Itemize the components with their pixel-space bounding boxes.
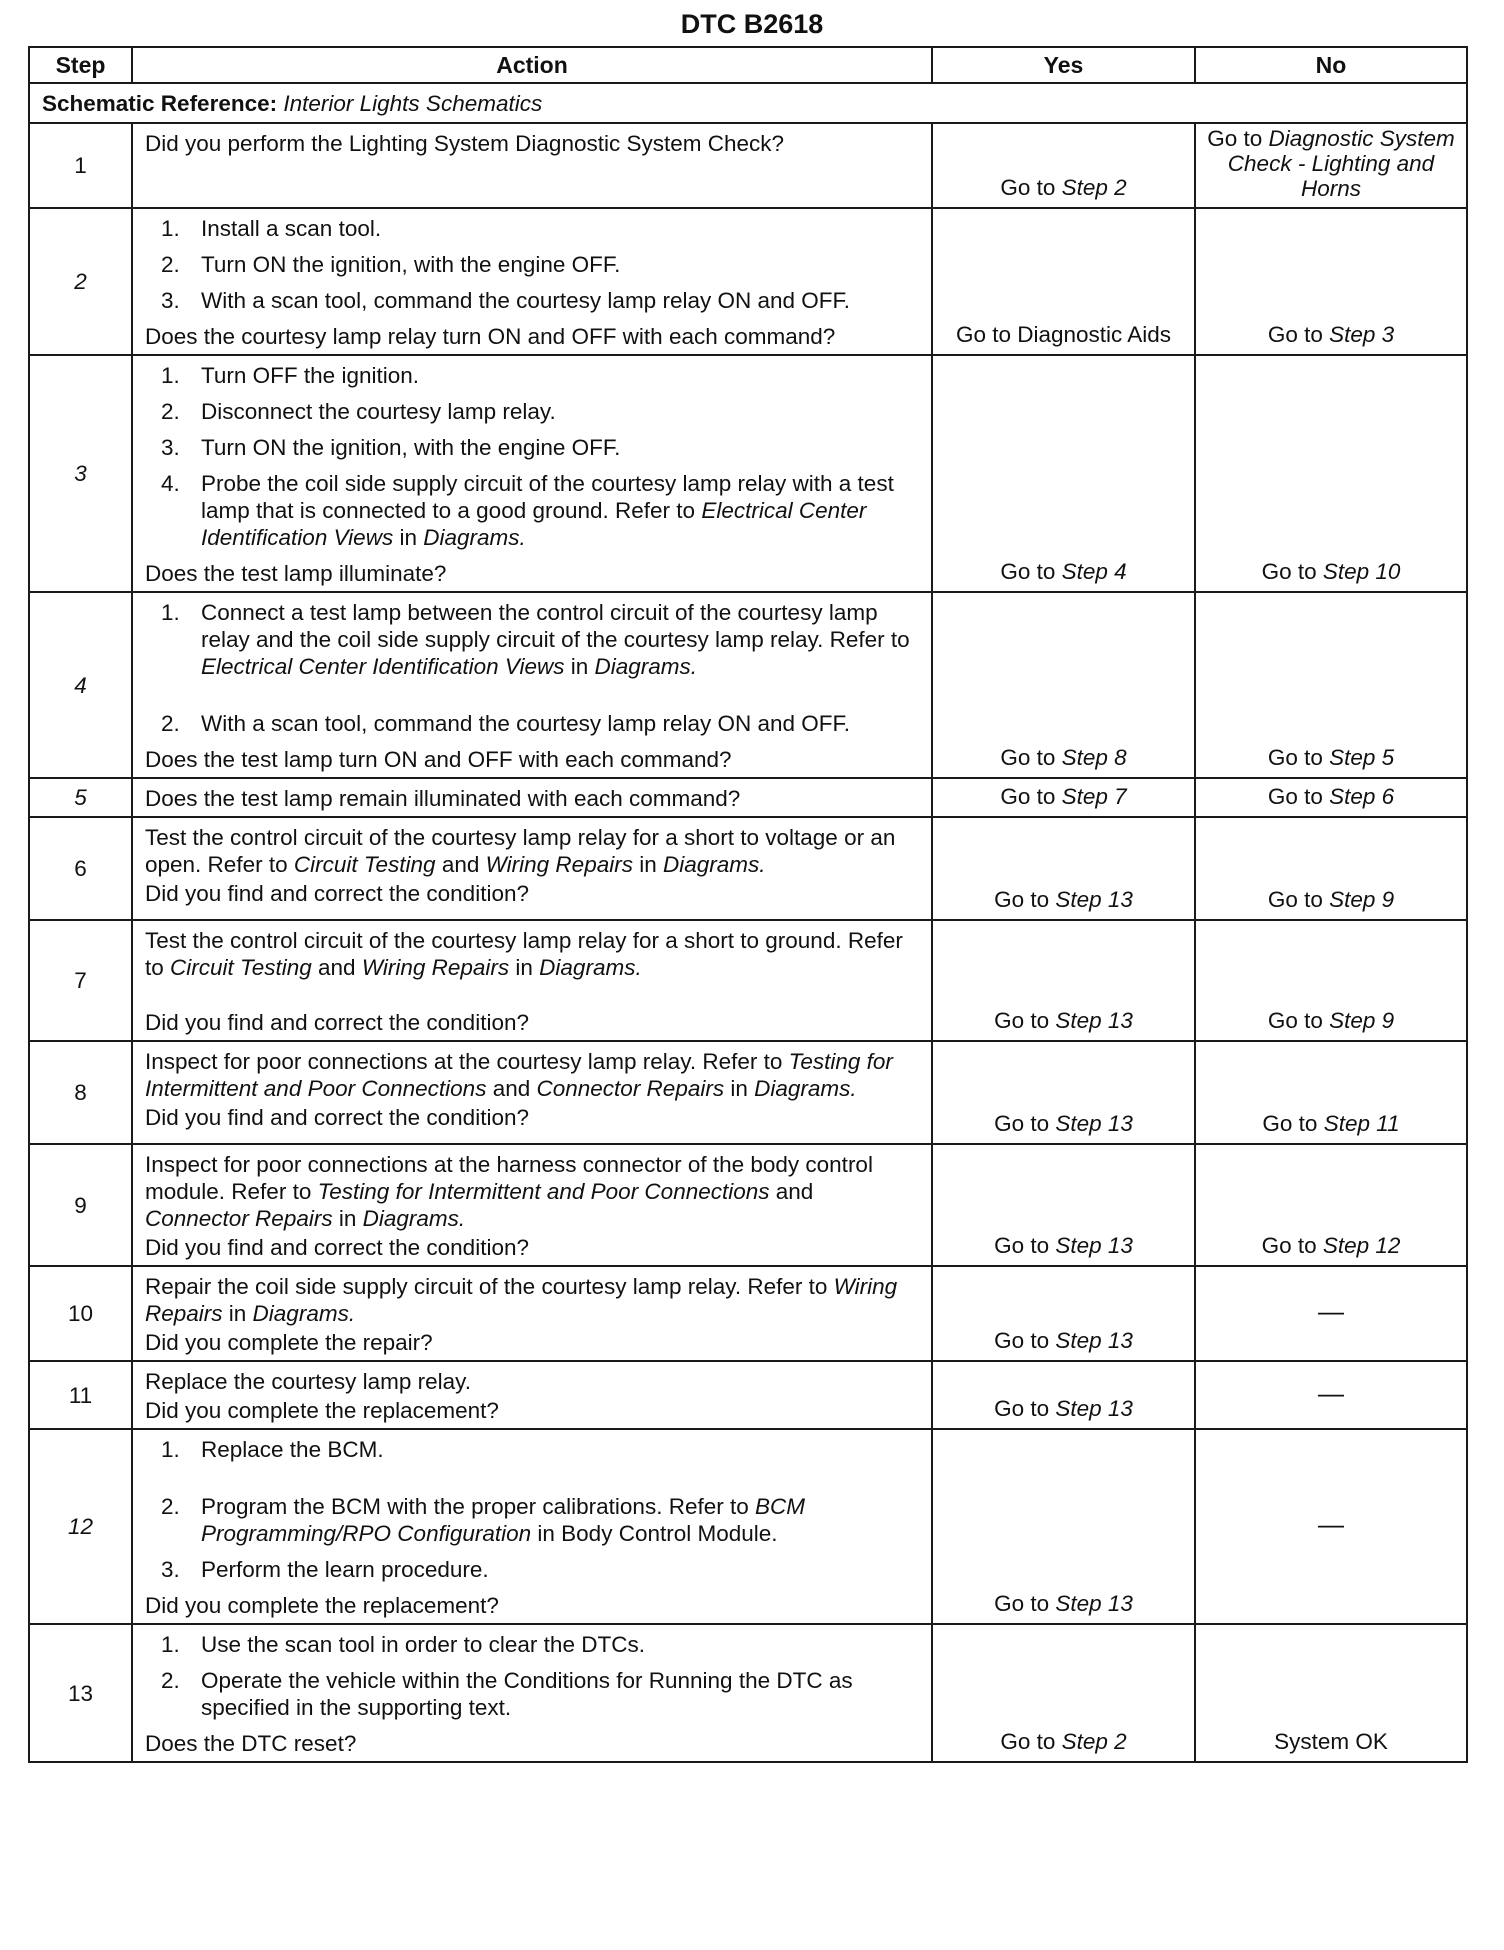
text-run: Go to: [1267, 322, 1330, 347]
yes-result: [932, 1624, 1195, 1762]
reference-text: Circuit Testing: [293, 852, 436, 877]
step-number: 11: [29, 1361, 132, 1429]
text-run: Perform the learn procedure.: [201, 1557, 489, 1582]
text-run: Turn ON the ignition, with the engine OFF.: [201, 435, 621, 460]
header-step: Step: [29, 47, 132, 83]
action-step-number: 1.: [161, 363, 180, 388]
reference-text: Step 13: [1055, 1111, 1133, 1136]
no-result: —: [1195, 1361, 1467, 1429]
text-run: Go to: [1000, 745, 1062, 770]
yes-result: [932, 592, 1195, 778]
yes-result: [932, 1361, 1195, 1429]
reference-text: Step 6: [1329, 784, 1395, 809]
text-run: in: [332, 1206, 363, 1231]
yes-result: [932, 1266, 1195, 1361]
text-run: Did you complete the replacement?: [145, 1398, 499, 1423]
yes-result: [932, 817, 1195, 920]
action-question: [145, 1592, 923, 1619]
header-yes: Yes: [932, 47, 1195, 83]
text-run: Go to: [1000, 175, 1062, 200]
reference-text: Wiring Repairs: [145, 1274, 898, 1326]
reference-text: Step 2: [1061, 175, 1127, 200]
action-cell: [132, 592, 932, 778]
header-row: [29, 47, 1467, 83]
schematic-reference: [29, 83, 1467, 123]
action-step-number: 2.: [161, 252, 180, 277]
action-text: [145, 130, 923, 157]
text-run: Go to Diagnostic Aids: [955, 322, 1172, 347]
reference-text: Step 12: [1322, 1233, 1401, 1258]
action-cell: [132, 1429, 932, 1624]
text-run: Go to: [1262, 1111, 1324, 1136]
text-run: Did you complete the replacement?: [145, 1593, 499, 1618]
yes-result: [932, 208, 1195, 355]
text-run: in: [393, 525, 424, 550]
text-run: Inspect for poor connections at the harness connector of the body control module. Refer to: [145, 1152, 873, 1204]
reference-text: Step 13: [1055, 887, 1133, 912]
no-result: [1195, 123, 1467, 208]
yes-result: [932, 920, 1195, 1041]
action-step-item: [145, 287, 923, 314]
step-number: 3: [29, 355, 132, 592]
text-run: Did you find and correct the condition?: [145, 1235, 529, 1260]
reference-text: Electrical Center Identification Views: [201, 654, 565, 679]
step-number: 4: [29, 592, 132, 778]
action-step-number: 3.: [161, 288, 180, 313]
text-run: Does the test lamp illuminate?: [145, 561, 447, 586]
text-run: Go to: [1267, 887, 1330, 912]
text-run: System OK: [1274, 1729, 1388, 1754]
action-steps-list: [145, 599, 923, 737]
text-run: Replace the BCM.: [201, 1437, 384, 1462]
reference-text: Step 10: [1322, 559, 1401, 584]
text-run: Go to: [994, 887, 1056, 912]
action-cell: [132, 208, 932, 355]
action-step-item: [145, 362, 923, 389]
action-cell: [132, 1361, 932, 1429]
text-run: Go to: [994, 1328, 1056, 1353]
action-step-item: [145, 434, 923, 461]
action-question: [145, 323, 923, 350]
text-run: Go to: [1261, 559, 1323, 584]
action-step-number: 3.: [161, 435, 180, 460]
step-number: 5: [29, 778, 132, 817]
step-row-13: [29, 1624, 1467, 1762]
text-run: Go to: [994, 1591, 1056, 1616]
header-action: Action: [132, 47, 932, 83]
step-number: 6: [29, 817, 132, 920]
action-step-item: [145, 398, 923, 425]
text-run: Repair the coil side supply circuit of the courtesy lamp relay. Refer to: [145, 1274, 834, 1299]
text-run: Probe the coil side supply circuit of the courtesy lamp relay with a test lamp that is connected to a good ground. Refer to: [201, 471, 894, 523]
reference-text: Step 13: [1055, 1396, 1133, 1421]
step-number: 9: [29, 1144, 132, 1266]
no-result: [1195, 1144, 1467, 1266]
reference-text: Step 4: [1061, 559, 1127, 584]
reference-text: Step 8: [1061, 745, 1127, 770]
action-step-item: [145, 1436, 923, 1463]
action-question: [145, 1730, 923, 1757]
reference-text: Electrical Center Identification Views: [201, 498, 867, 550]
step-number: 1: [29, 123, 132, 208]
text-run: in: [509, 955, 540, 980]
yes-result: [932, 1041, 1195, 1144]
step-number: 7: [29, 920, 132, 1041]
action-text: [145, 1048, 923, 1102]
action-question: [145, 880, 923, 907]
reference-text: Step 11: [1323, 1111, 1400, 1136]
text-run: Did you find and correct the condition?: [145, 1010, 529, 1035]
action-step-item: [145, 710, 923, 737]
text-run: Go to: [994, 1008, 1056, 1033]
text-run: Go to: [1267, 1008, 1330, 1033]
text-run: Go to: [1267, 745, 1330, 770]
page-title: DTC B2618: [680, 9, 824, 39]
diagnostic-table: [28, 46, 1468, 1763]
yes-result: [932, 123, 1195, 208]
action-question: [145, 560, 923, 587]
action-step-number: 2.: [161, 711, 180, 736]
reference-text: Testing for Intermittent and Poor Connections: [145, 1049, 893, 1101]
step-row-8: [29, 1041, 1467, 1144]
text-run: Test the control circuit of the courtesy lamp relay for a short to ground. Refer to: [145, 928, 903, 980]
step-row-2: [29, 208, 1467, 355]
action-step-number: 3.: [161, 1557, 180, 1582]
text-run: and: [486, 1076, 537, 1101]
action-step-number: 2.: [161, 1494, 180, 1519]
text-run: Go to: [1000, 559, 1062, 584]
text-run: Did you complete the repair?: [145, 1330, 433, 1355]
reference-text: Testing for Intermittent and Poor Connections: [317, 1179, 770, 1204]
step-row-1: [29, 123, 1467, 208]
no-result: [1195, 355, 1467, 592]
reference-text: Diagrams.: [362, 1206, 466, 1231]
reference-text: Diagnostic System Check - Lighting and Horns: [1227, 126, 1455, 201]
text-run: Go to: [1000, 784, 1062, 809]
yes-result: [932, 1429, 1195, 1624]
spacer: [145, 981, 923, 1007]
action-step-item: [145, 1631, 923, 1658]
step-row-3: [29, 355, 1467, 592]
text-run: Program the BCM with the proper calibrations. Refer to: [201, 1494, 755, 1519]
step-number: 8: [29, 1041, 132, 1144]
action-question: [145, 1329, 923, 1356]
action-cell: [132, 778, 932, 817]
reference-text: Circuit Testing: [170, 955, 312, 980]
reference-text: Diagrams.: [754, 1076, 857, 1101]
action-text: [145, 1273, 923, 1327]
action-step-number: 1.: [161, 1632, 180, 1657]
action-cell: [132, 1041, 932, 1144]
no-result: [1195, 778, 1467, 817]
reference-text: Step 13: [1055, 1008, 1133, 1033]
text-run: Go to: [1207, 126, 1269, 151]
yes-result: [932, 778, 1195, 817]
step-row-9: [29, 1144, 1467, 1266]
reference-text: Diagrams.: [539, 955, 642, 980]
text-run: Does the DTC reset?: [145, 1731, 357, 1756]
action-cell: [132, 817, 932, 920]
text-run: Inspect for poor connections at the courtesy lamp relay. Refer to: [145, 1049, 789, 1074]
action-step-item: [145, 215, 923, 242]
action-step-number: 1.: [161, 216, 180, 241]
step-row-12: [29, 1429, 1467, 1624]
reference-text: Step 9: [1329, 887, 1395, 912]
action-cell: [132, 920, 932, 1041]
action-cell: [132, 1266, 932, 1361]
text-run: Did you perform the Lighting System Diagnostic System Check?: [145, 131, 785, 156]
step-number: 13: [29, 1624, 132, 1762]
yes-result: [932, 355, 1195, 592]
action-step-item: [145, 599, 923, 680]
text-run: Go to: [1261, 1233, 1323, 1258]
text-run: Go to: [1000, 1729, 1062, 1754]
no-result: [1195, 592, 1467, 778]
action-question: [145, 1397, 923, 1424]
no-result: —: [1195, 1429, 1467, 1624]
step-row-10: [29, 1266, 1467, 1361]
action-step-item: [145, 251, 923, 278]
action-cell: [132, 1144, 932, 1266]
action-step-number: 1.: [161, 1437, 180, 1462]
text-run: Disconnect the courtesy lamp relay.: [201, 399, 556, 424]
no-result: [1195, 1041, 1467, 1144]
reference-text: Wiring Repairs: [361, 955, 510, 980]
action-steps-list: [145, 215, 923, 314]
action-text: [145, 824, 923, 878]
action-text: [145, 785, 923, 812]
action-steps-list: [145, 1436, 923, 1583]
text-run: Go to: [994, 1111, 1056, 1136]
text-run: Go to: [1267, 784, 1330, 809]
reference-text: Step 13: [1055, 1591, 1133, 1616]
text-run: Does the courtesy lamp relay turn ON and OFF with each command?: [145, 324, 836, 349]
action-question: [145, 1104, 923, 1131]
action-step-number: 2.: [161, 1668, 180, 1693]
text-run: Turn OFF the ignition.: [201, 363, 420, 388]
action-step-item: [145, 1667, 923, 1721]
step-number: 2: [29, 208, 132, 355]
step-row-11: [29, 1361, 1467, 1429]
text-run: Go to: [994, 1396, 1056, 1421]
text-run: in: [222, 1301, 253, 1326]
schematic-reference-row: [29, 83, 1467, 123]
reference-text: Step 9: [1329, 1008, 1395, 1033]
text-run: Install a scan tool.: [201, 216, 382, 241]
schematic-label: Schematic Reference:: [42, 90, 278, 116]
no-result: [1195, 1624, 1467, 1762]
reference-text: Step 13: [1055, 1328, 1133, 1353]
text-run: Replace the courtesy lamp relay.: [145, 1369, 471, 1394]
reference-text: Step 3: [1329, 322, 1395, 347]
text-run: Did you find and correct the condition?: [145, 881, 529, 906]
reference-text: BCM Programming/RPO Configuration: [201, 1494, 805, 1546]
text-run: in: [724, 1076, 755, 1101]
reference-text: Step 2: [1061, 1729, 1127, 1754]
action-question: [145, 1234, 923, 1261]
action-cell: [132, 123, 932, 208]
action-cell: [132, 1624, 932, 1762]
no-result: —: [1195, 1266, 1467, 1361]
text-run: With a scan tool, command the courtesy lamp relay ON and OFF.: [201, 288, 851, 313]
text-run: Operate the vehicle within the Conditions for Running the DTC as specified in the supporting text.: [201, 1668, 853, 1720]
text-run: and: [769, 1179, 814, 1204]
text-run: Did you find and correct the condition?: [145, 1105, 529, 1130]
step-row-6: [29, 817, 1467, 920]
text-run: and: [435, 852, 486, 877]
text-run: in: [564, 654, 595, 679]
action-step-item: [145, 1493, 923, 1547]
action-steps-list: [145, 1631, 923, 1721]
text-run: Turn ON the ignition, with the engine OFF.: [201, 252, 621, 277]
no-result: [1195, 208, 1467, 355]
action-text: [145, 1368, 923, 1395]
text-run: Use the scan tool in order to clear the DTCs.: [201, 1632, 645, 1657]
text-run: and: [311, 955, 362, 980]
text-run: Connect a test lamp between the control circuit of the courtesy lamp relay and the coil side supply circuit of the courtesy lamp relay. Refer to: [201, 600, 910, 652]
text-run: Go to: [994, 1233, 1056, 1258]
text-run: Does the test lamp remain illuminated with each command?: [145, 786, 741, 811]
no-result: [1195, 817, 1467, 920]
reference-text: Diagrams.: [423, 525, 526, 550]
step-number: 10: [29, 1266, 132, 1361]
text-run: in Body Control Module.: [531, 1521, 778, 1546]
action-text: [145, 1151, 923, 1232]
yes-result: [932, 1144, 1195, 1266]
reference-text: Step 7: [1061, 784, 1127, 809]
schematic-value: Interior Lights Schematics: [277, 90, 543, 116]
text-run: With a scan tool, command the courtesy lamp relay ON and OFF.: [201, 711, 851, 736]
text-run: Does the test lamp turn ON and OFF with each command?: [145, 747, 732, 772]
action-step-number: 2.: [161, 399, 180, 424]
reference-text: Connector Repairs: [536, 1076, 725, 1101]
action-step-number: 4.: [161, 471, 180, 496]
text-run: Test the control circuit of the courtesy lamp relay for a short to voltage or an open. Refer to: [145, 825, 896, 877]
reference-text: Step 5: [1329, 745, 1395, 770]
action-text: [145, 927, 923, 981]
step-row-4: [29, 592, 1467, 778]
action-cell: [132, 355, 932, 592]
reference-text: Connector Repairs: [145, 1206, 333, 1231]
action-question: [145, 746, 923, 773]
reference-text: Step 13: [1055, 1233, 1133, 1258]
step-row-7: [29, 920, 1467, 1041]
step-number: 12: [29, 1429, 132, 1624]
reference-text: Diagrams.: [594, 654, 698, 679]
action-step-item: [145, 1556, 923, 1583]
action-steps-list: [145, 362, 923, 551]
reference-text: Wiring Repairs: [485, 852, 633, 877]
action-question: [145, 1009, 923, 1036]
reference-text: Diagrams.: [662, 852, 766, 877]
header-no: No: [1195, 47, 1467, 83]
reference-text: Diagrams.: [252, 1301, 356, 1326]
step-row-5: [29, 778, 1467, 817]
action-step-number: 1.: [161, 600, 180, 625]
action-step-item: [145, 470, 923, 551]
no-result: [1195, 920, 1467, 1041]
text-run: in: [632, 852, 663, 877]
